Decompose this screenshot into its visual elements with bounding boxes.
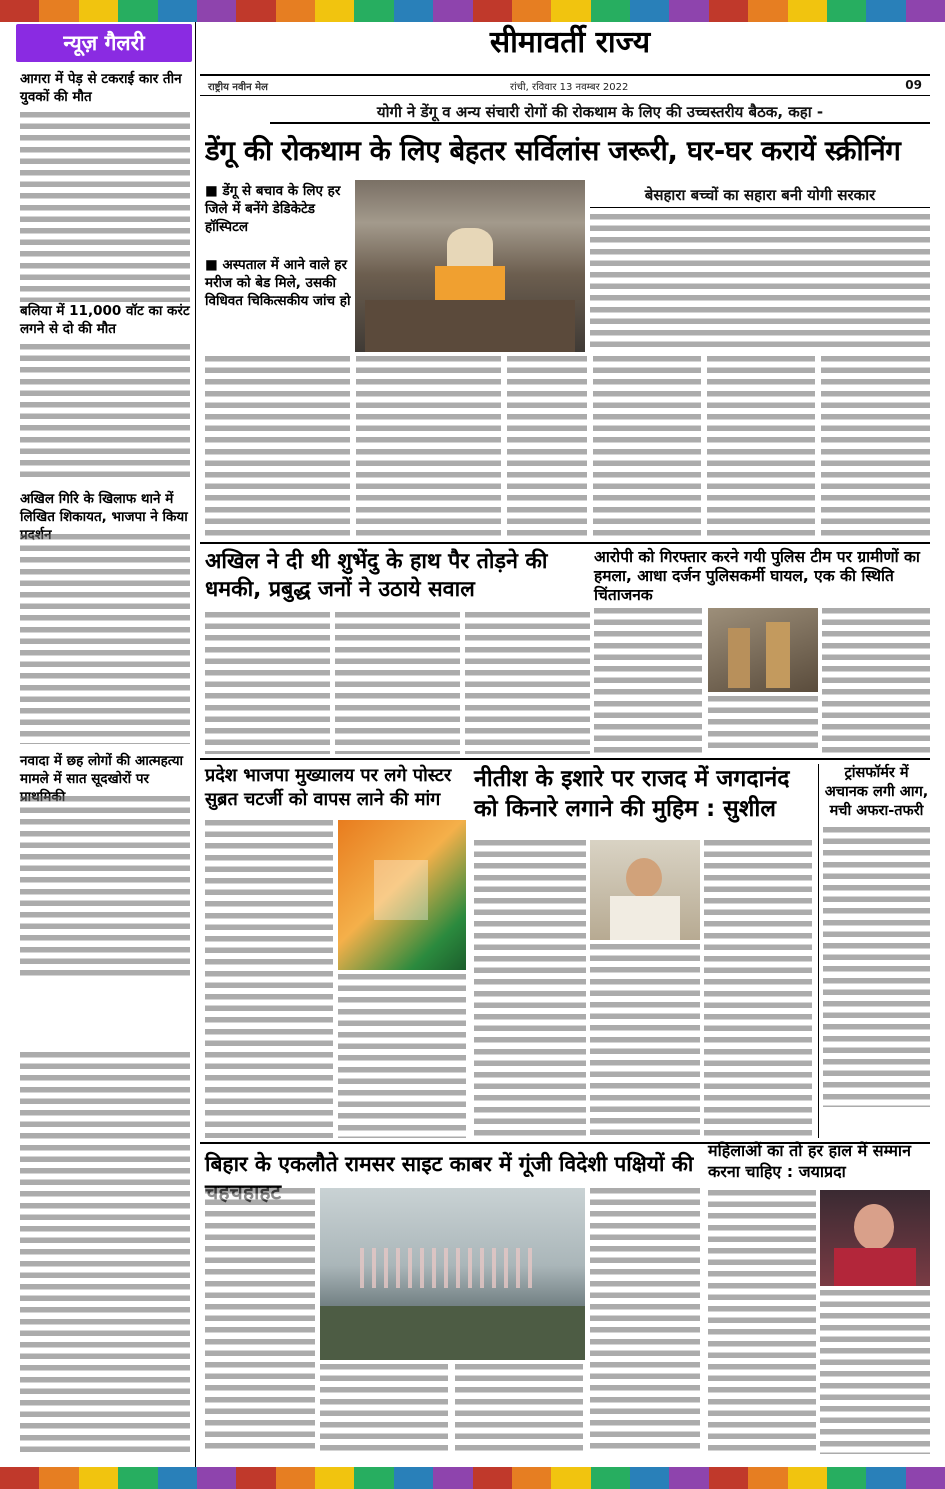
story8-body-col xyxy=(708,1190,816,1454)
story3-headline: आरोपी को गिरफ्तार करने गयी पुलिस टीम पर ग्रामीणों का हमला, आधा दर्जन पुलिसकर्मी घायल, एक की स्थिति चिंताजनक xyxy=(594,548,920,604)
bullet-text: अस्पताल में आने वाले हर मरीज को बेड मिले, उसकी विधिवत चिकित्सकीय जांच हो xyxy=(205,257,351,309)
story7-headline: बिहार के एकलौते रामसर साइट काबर में गूंजी विदेशी पक्षियों की xyxy=(205,1152,694,1176)
sushil-photo xyxy=(590,840,700,940)
story3-body-col xyxy=(594,608,702,754)
sidebar-story-body-continued xyxy=(20,1052,190,1457)
story5-body-col xyxy=(590,944,700,1138)
story5-headline: नीतीश के इशारे पर राजद में जगदानंद को किनारे लगाने की मुहिम : सुशील xyxy=(474,766,790,822)
top-story-bullets xyxy=(205,182,365,352)
story4-body-col xyxy=(338,974,466,1138)
top-story-body-col xyxy=(205,356,350,538)
sidebar-header: न्यूज़ गैलरी xyxy=(16,24,192,62)
sub-headline: बेसहारा बच्चों का सहारा बनी योगी सरकार xyxy=(590,182,930,208)
top-story-body-col xyxy=(356,356,501,538)
top-story-body-col xyxy=(707,356,815,538)
bullet xyxy=(205,182,355,236)
page-number: 09 xyxy=(905,78,922,92)
sub-story-body xyxy=(590,214,930,352)
police-photo xyxy=(708,608,818,692)
story2-body-col xyxy=(335,612,460,754)
meeting-photo xyxy=(355,180,585,352)
dateline: रांची, रविवार 13 नवम्बर 2022 xyxy=(510,82,629,93)
top-story-headline: डेंगू की रोकथाम के लिए बेहतर सर्विलांस जरूरी, घर-घर करायें स्क्रीनिंग xyxy=(205,135,901,167)
story3-body-col xyxy=(708,696,818,754)
story8-body-col xyxy=(820,1290,930,1454)
story4-headline: प्रदेश भाजपा मुख्यालय पर लगे पोस्टर सुब्रत चटर्जी को वापस लाने की मांग xyxy=(205,765,452,810)
story2-body-col xyxy=(205,612,330,754)
story7-body-col xyxy=(590,1188,700,1454)
story8-headline: महिलाओं का तो हर हाल में सम्मान करना चाहिए : जयाप्रदा xyxy=(708,1141,911,1181)
brand-name: राष्ट्रीय नवीन मेल xyxy=(208,82,268,93)
masthead-color-strip xyxy=(0,0,945,22)
story5-body-col xyxy=(474,840,586,1138)
sidebar-story-body xyxy=(20,796,190,976)
story5-body-col xyxy=(704,840,812,1138)
masthead-bar xyxy=(200,74,930,96)
sidebar-headline: नवादा में छह लोगों की आत्महत्या मामले में सात सूदखोरों पर xyxy=(20,753,184,787)
top-story-body-col xyxy=(593,356,701,538)
bullet-text: डेंगू से बचाव के लिए हर जिले में बनेंगे डेडिकेटेड हॉस्पिटल xyxy=(205,183,341,235)
bullet xyxy=(205,256,355,310)
sidebar-story-body xyxy=(20,112,190,302)
sidebar-headline: अखिल गिरि के खिलाफ थाने में लिखित शिकायत, भाजपा ने किया xyxy=(20,491,188,525)
sidebar-story-body xyxy=(20,344,190,482)
bullet-marker: ■ xyxy=(205,183,223,199)
news-gallery-sidebar xyxy=(16,22,196,1467)
story6-headline: ट्रांसफॉर्मर में अचानक लगी आग, मची अफरा-तफरी xyxy=(824,765,929,819)
sidebar-headline: आगरा में पेड़ से टकराई कार तीन युवकों की मौत xyxy=(20,71,182,105)
story6-box xyxy=(818,764,930,1138)
story4-body-col xyxy=(205,820,333,1138)
rule xyxy=(200,542,930,544)
sidebar-story-body xyxy=(20,534,190,744)
rule xyxy=(200,758,930,760)
top-story-body-col xyxy=(821,356,930,538)
bullet-marker: ■ xyxy=(205,257,223,273)
story6-body xyxy=(823,827,930,1107)
jayaprada-photo xyxy=(820,1190,930,1286)
footer-color-strip xyxy=(0,1467,945,1489)
birds-wetland-photo xyxy=(320,1188,585,1360)
masthead-title: सीमावर्ती राज्य xyxy=(489,25,651,60)
story7-body-col xyxy=(205,1188,315,1454)
story7-body-col xyxy=(320,1364,448,1454)
sidebar-headline: बलिया में 11,000 वॉट का करंट लगने से दो की मौत xyxy=(20,303,190,337)
story2-headline: अखिल ने दी थी शुभेंदु के हाथ पैर तोड़ने की धमकी, प्रबुद्ध जनों ने उठाये सवाल xyxy=(205,549,548,602)
top-story-body-col xyxy=(507,356,587,538)
story2-body-col xyxy=(465,612,590,754)
story7-body-col xyxy=(455,1364,583,1454)
poster-photo xyxy=(338,820,466,970)
story3-body-col xyxy=(822,608,930,754)
top-story-kicker: योगी ने डेंगू व अन्य संचारी रोगों की रोकथाम के लिए की उच्चस्तरीय बैठक, कहा - xyxy=(270,100,930,124)
